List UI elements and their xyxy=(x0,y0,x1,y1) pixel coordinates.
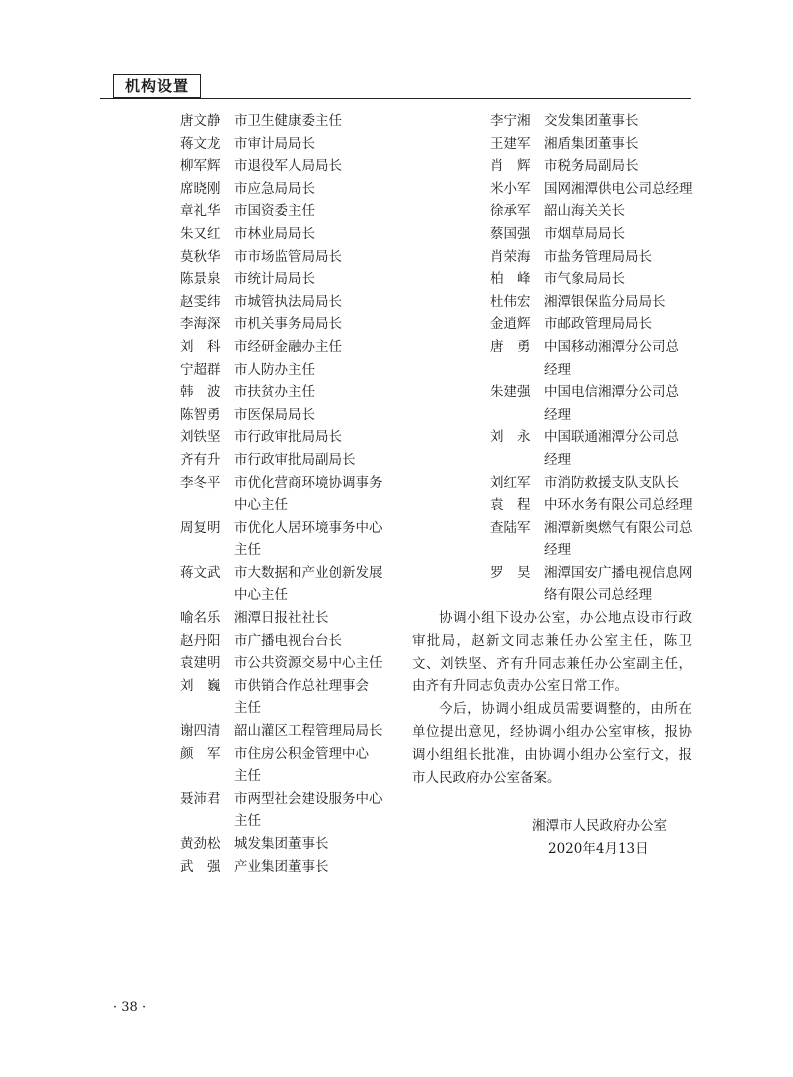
member-title: 韶山灌区工程管理局局长 xyxy=(234,723,383,740)
member-title: 市统计局局长 xyxy=(234,271,315,288)
member-title: 市扶贫办主任 xyxy=(234,384,315,401)
member-name: 聂沛君 xyxy=(180,790,221,807)
member-entry xyxy=(180,472,395,517)
member-entry xyxy=(180,381,395,404)
member-name: 袁 程 xyxy=(490,497,531,514)
member-entry xyxy=(180,856,395,879)
member-title: 市退役军人局局长 xyxy=(234,158,342,175)
member-name: 席晓刚 xyxy=(180,180,221,197)
member-title: 市邮政管理局局长 xyxy=(544,316,652,333)
member-name: 柳军辉 xyxy=(180,158,221,175)
member-title: 市行政审批局副局长 xyxy=(234,451,356,468)
member-name: 齐有升 xyxy=(180,451,221,468)
member-name: 韩 波 xyxy=(180,384,221,401)
member-entry xyxy=(180,359,395,382)
member-name: 陈智勇 xyxy=(180,406,221,423)
member-name: 肖荣海 xyxy=(490,248,531,265)
member-title: 交发集团董事长 xyxy=(544,113,639,129)
member-entry xyxy=(490,223,695,246)
issuer: 湘潭市人民政府办公室 xyxy=(532,818,667,834)
member-name: 刘铁坚 xyxy=(180,429,221,446)
member-entry xyxy=(180,155,395,178)
member-entry xyxy=(180,133,395,156)
member-title: 市盐务管理局局长 xyxy=(544,248,652,265)
member-title: 市烟草局局长 xyxy=(544,225,625,242)
member-entry xyxy=(490,562,695,607)
member-name: 刘 科 xyxy=(180,338,221,355)
member-entry xyxy=(180,788,395,833)
paragraph-office: 协调小组下设办公室，办公地点设市行政审批局，赵新文同志兼任办公室主任，陈卫文、刘铁坚、齐有升同志兼任办公室副主任，由齐有升同志负责办公室日常工作。 xyxy=(412,610,692,695)
member-title: 市气象局局长 xyxy=(544,271,625,288)
member-entry xyxy=(180,200,395,223)
member-title: 市人防办主任 xyxy=(234,361,315,378)
page-number: · 38 · xyxy=(113,1000,147,1015)
member-title: 城发集团董事长 xyxy=(234,836,329,852)
member-entry xyxy=(490,110,695,133)
member-entry xyxy=(490,336,695,381)
member-entry xyxy=(490,291,695,314)
member-entry xyxy=(180,404,395,427)
member-title: 市优化人居环境事务中心 主任 xyxy=(234,519,383,559)
member-title: 市卫生健康委主任 xyxy=(234,113,342,129)
member-entry xyxy=(490,200,695,223)
member-title: 韶山海关关长 xyxy=(544,203,625,220)
member-title: 市医保局局长 xyxy=(234,406,315,423)
member-title: 市公共资源交易中心主任 xyxy=(234,655,383,672)
member-title: 市消防救援支队支队长 xyxy=(544,474,679,491)
member-title: 市城管执法局局长 xyxy=(234,293,342,310)
member-name: 朱又红 xyxy=(180,225,221,242)
member-title: 市审计局局长 xyxy=(234,135,315,152)
member-list-right xyxy=(490,110,695,607)
member-name: 唐 勇 xyxy=(490,338,531,355)
member-name: 李冬平 xyxy=(180,474,221,491)
member-entry xyxy=(490,155,695,178)
member-title: 中国移动湘潭分公司总 经理 xyxy=(544,338,679,378)
member-title: 市两型社会建设服务中心 主任 xyxy=(234,790,383,830)
member-entry xyxy=(180,833,395,856)
member-name: 宁超群 xyxy=(180,361,221,378)
member-name: 李宁湘 xyxy=(490,113,531,129)
member-title: 湘潭银保监分局局长 xyxy=(544,293,666,310)
member-entry xyxy=(180,517,395,562)
office-notice xyxy=(412,607,692,789)
member-name: 查陆军 xyxy=(490,519,531,536)
paragraph-adjustment: 今后，协调小组成员需要调整的，由所在单位提出意见，经协调小组办公室审核，报协调小组组长批准，由协调小组办公室行文，报市人民政府办公室备案。 xyxy=(412,701,692,786)
member-entry xyxy=(180,449,395,472)
member-entry xyxy=(180,652,395,675)
member-list-left xyxy=(180,110,395,878)
member-title: 市应急局局长 xyxy=(234,180,315,197)
member-entry xyxy=(180,223,395,246)
member-entry xyxy=(180,675,395,720)
member-title: 市林业局局长 xyxy=(234,225,315,242)
member-title: 市经研金融办主任 xyxy=(234,338,342,355)
member-entry xyxy=(490,426,695,471)
member-name: 陈景泉 xyxy=(180,271,221,288)
member-entry xyxy=(180,426,395,449)
member-name: 朱建强 xyxy=(490,384,531,401)
member-entry xyxy=(490,246,695,269)
member-entry xyxy=(180,720,395,743)
member-name: 杜伟宏 xyxy=(490,293,531,310)
member-title: 市大数据和产业创新发展 中心主任 xyxy=(234,564,383,604)
member-entry xyxy=(490,268,695,291)
issue-date: 2020年4月13日 xyxy=(548,841,649,857)
member-entry xyxy=(490,313,695,336)
member-title: 市税务局副局长 xyxy=(544,158,639,175)
member-name: 罗 昊 xyxy=(490,564,531,581)
member-entry xyxy=(490,472,695,495)
member-entry xyxy=(490,133,695,156)
member-title: 湘潭日报社社长 xyxy=(234,610,329,627)
member-entry xyxy=(180,630,395,653)
member-entry xyxy=(490,494,695,517)
member-name: 蒋文武 xyxy=(180,564,221,581)
member-entry xyxy=(180,562,395,607)
member-name: 王建军 xyxy=(490,135,531,152)
member-entry xyxy=(490,178,695,201)
member-title: 市优化营商环境协调事务 中心主任 xyxy=(234,474,383,514)
member-title: 市住房公积金管理中心 主任 xyxy=(234,745,369,785)
member-title: 湘潭新奥燃气有限公司总 经理 xyxy=(544,519,693,559)
member-title: 产业集团董事长 xyxy=(234,858,329,875)
section-title: 机构设置 xyxy=(113,74,201,98)
member-name: 米小军 xyxy=(490,180,531,197)
member-entry xyxy=(180,607,395,630)
header-divider xyxy=(100,98,691,99)
member-name: 徐承军 xyxy=(490,203,531,220)
member-name: 刘 永 xyxy=(490,429,531,446)
member-entry xyxy=(180,313,395,336)
member-name: 刘 巍 xyxy=(180,677,221,694)
member-entry xyxy=(180,336,395,359)
member-entry xyxy=(180,268,395,291)
member-title: 中国联通湘潭分公司总 经理 xyxy=(544,429,679,468)
member-entry xyxy=(180,246,395,269)
member-name: 刘红军 xyxy=(490,474,531,491)
member-name: 柏 峰 xyxy=(490,271,531,288)
member-entry xyxy=(490,381,695,426)
member-name: 蒋文龙 xyxy=(180,135,221,152)
member-title: 市行政审批局局长 xyxy=(234,429,342,446)
member-entry xyxy=(490,517,695,562)
member-name: 周复明 xyxy=(180,519,221,536)
member-name: 喻名乐 xyxy=(180,610,221,627)
member-name: 颜 军 xyxy=(180,745,221,762)
member-title: 市国资委主任 xyxy=(234,203,315,220)
member-name: 谢四清 xyxy=(180,723,221,740)
member-title: 中环水务有限公司总经理 xyxy=(544,497,693,514)
member-entry xyxy=(180,178,395,201)
member-title: 中国电信湘潭分公司总 经理 xyxy=(544,384,679,423)
member-name: 赵雯纬 xyxy=(180,293,221,310)
member-title: 国网湘潭供电公司总经理 xyxy=(544,180,693,197)
member-name: 黄劲松 xyxy=(180,836,221,852)
member-title: 湘潭国安广播电视信息网 络有限公司总经理 xyxy=(544,564,693,604)
member-name: 袁建明 xyxy=(180,655,221,672)
member-title: 市广播电视台台长 xyxy=(234,632,342,649)
member-entry xyxy=(180,110,395,133)
member-name: 武 强 xyxy=(180,858,221,875)
member-title: 市市场监管局局长 xyxy=(234,248,342,265)
member-name: 蔡国强 xyxy=(490,225,531,242)
member-title: 市供销合作总社理事会 主任 xyxy=(234,677,369,717)
member-name: 赵丹阳 xyxy=(180,632,221,649)
member-title: 市机关事务局局长 xyxy=(234,316,342,333)
member-name: 金逍辉 xyxy=(490,316,531,333)
member-entry xyxy=(180,743,395,788)
member-title: 湘盾集团董事长 xyxy=(544,135,639,152)
member-name: 莫秋华 xyxy=(180,248,221,265)
member-name: 肖 辉 xyxy=(490,158,531,175)
member-entry xyxy=(180,291,395,314)
member-name: 章礼华 xyxy=(180,203,221,220)
member-name: 李海深 xyxy=(180,316,221,333)
member-name: 唐文静 xyxy=(180,113,221,129)
